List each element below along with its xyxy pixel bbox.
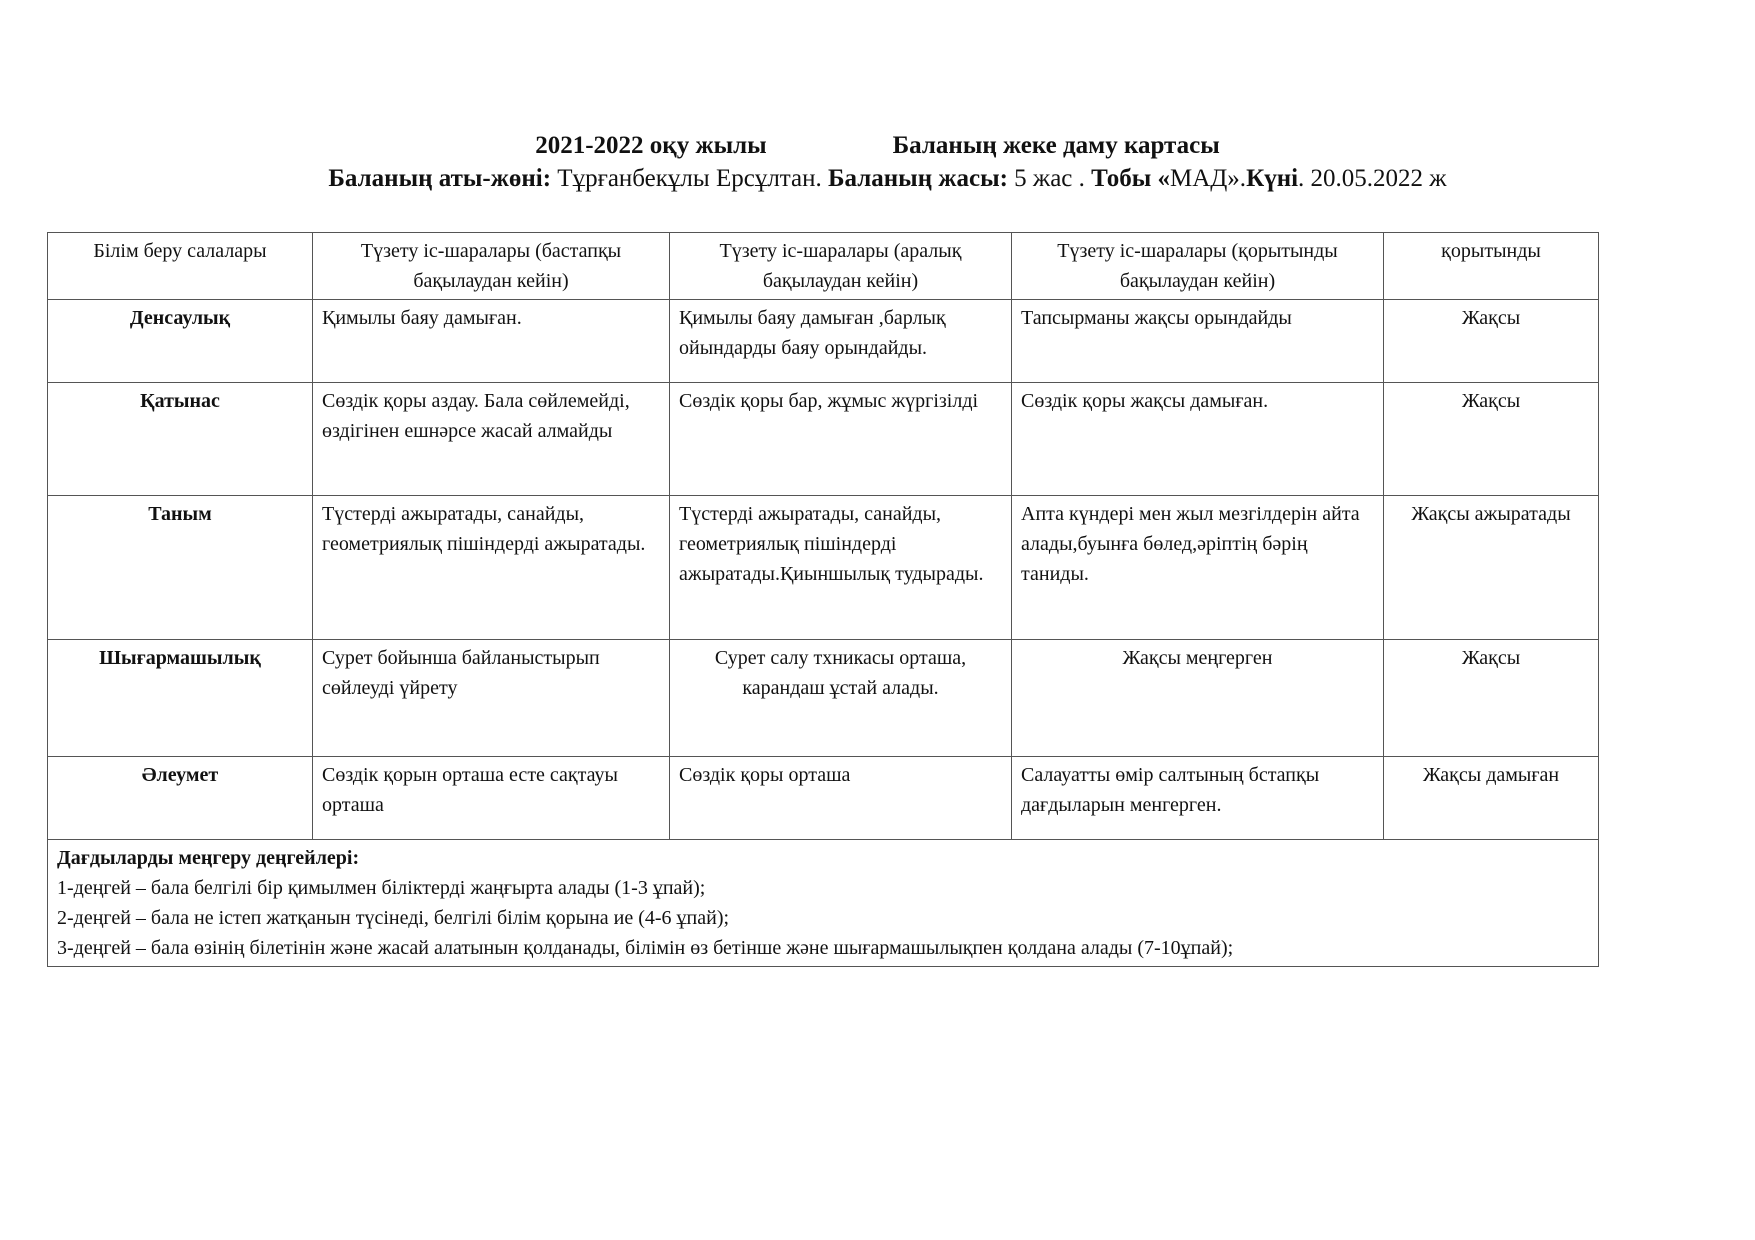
document-title: Баланың жеке даму картасы <box>892 132 1220 159</box>
row-intermediate: Сөздік қоры орташа <box>670 757 1012 840</box>
table-row <box>48 383 1599 496</box>
name-value: Тұрғанбекұлы Ерсұлтан. <box>551 165 822 192</box>
row-intermediate: Сөздік қоры бар, жұмыс жүргізілді <box>670 383 1012 496</box>
row-final: Тапсырманы жақсы орындайды <box>1012 300 1384 383</box>
row-result: Жақсы <box>1384 300 1599 383</box>
row-final: Жақсы меңгерген <box>1012 640 1384 757</box>
table-row <box>48 757 1599 840</box>
row-area: Шығармашылық <box>48 640 313 757</box>
header-initial-measures: Түзету іс-шаралары (бастапқы бақылаудан кейін) <box>313 233 670 300</box>
table-row <box>48 496 1599 640</box>
row-result: Жақсы <box>1384 640 1599 757</box>
row-area: Денсаулық <box>48 300 313 383</box>
table-row <box>48 300 1599 383</box>
row-result: Жақсы дамыған <box>1384 757 1599 840</box>
development-card-table <box>47 232 1599 967</box>
table-header-row <box>48 233 1599 300</box>
group-label: Тобы « <box>1084 165 1170 192</box>
row-intermediate: Түстерді ажыратады, санайды, геометриялық пішіндерді ажыратады.Қиыншылық тудырады. <box>670 496 1012 640</box>
age-value: 5 жас . <box>1007 165 1085 192</box>
row-initial: Қимылы баяу дамыған. <box>313 300 670 383</box>
row-result: Жақсы <box>1384 383 1599 496</box>
legend-row <box>48 840 1599 967</box>
header-intermediate-measures: Түзету іс-шаралары (аралық бақылаудан кейін) <box>670 233 1012 300</box>
row-initial: Сурет бойынша байланыстырып сөйлеуді үйрету <box>313 640 670 757</box>
header-result: қорытынды <box>1384 233 1599 300</box>
row-area: Әлеумет <box>48 757 313 840</box>
row-final: Апта күндері мен жыл мезгілдерін айта алады,буынға бөлед,әріптің бәрің таниды. <box>1012 496 1384 640</box>
legend-level-3: 3-деңгей – бала өзінің білетінін және жасай алатынын қолданады, білімін өз бетінше және шығармашылықпен қолдана алады (7-10ұпай); <box>57 937 1234 959</box>
table-row <box>48 640 1599 757</box>
child-info-line <box>10 165 1755 193</box>
header-education-areas: Білім беру салалары <box>48 233 313 300</box>
title-line <box>0 132 1755 160</box>
legend-level-2: 2-деңгей – бала не істеп жатқанын түсінеді, белгілі білім қорына ие (4-6 ұпай); <box>57 907 730 929</box>
row-result: Жақсы ажыратады <box>1384 496 1599 640</box>
academic-year: 2021-2022 оқу жылы <box>535 132 767 159</box>
date-label: Күні <box>1246 165 1299 192</box>
row-final: Салауатты өмір салтының бстапқы дағдыларын менгерген. <box>1012 757 1384 840</box>
row-initial: Сөздік қоры аздау. Бала сөйлемейді, өздігінен ешнәрсе жасай алмайды <box>313 383 670 496</box>
row-initial: Түстерді ажыратады, санайды, геометриялық пішіндерді ажыратады. <box>313 496 670 640</box>
date-value: . 20.05.2022 ж <box>1298 165 1447 192</box>
age-label: Баланың жасы: <box>821 165 1008 192</box>
row-initial: Сөздік қорын орташа есте сақтауы орташа <box>313 757 670 840</box>
row-area: Қатынас <box>48 383 313 496</box>
header-final-measures: Түзету іс-шаралары (қорытынды бақылаудан кейін) <box>1012 233 1384 300</box>
group-value: МАД». <box>1169 165 1247 192</box>
row-final: Сөздік қоры жақсы дамыған. <box>1012 383 1384 496</box>
row-intermediate: Қимылы баяу дамыған ,барлық ойындарды баяу орындайды. <box>670 300 1012 383</box>
name-label: Баланың аты-жөні: <box>328 165 552 192</box>
legend-title: Дағдыларды меңгеру деңгейлері: <box>57 847 360 869</box>
skill-levels-legend <box>48 840 1599 967</box>
row-area: Таным <box>48 496 313 640</box>
row-intermediate: Сурет салу тхникасы орташа, карандаш ұстай алады. <box>670 640 1012 757</box>
legend-level-1: 1-деңгей – бала белгілі бір қимылмен біліктерді жаңғырта алады (1-3 ұпай); <box>57 877 706 899</box>
